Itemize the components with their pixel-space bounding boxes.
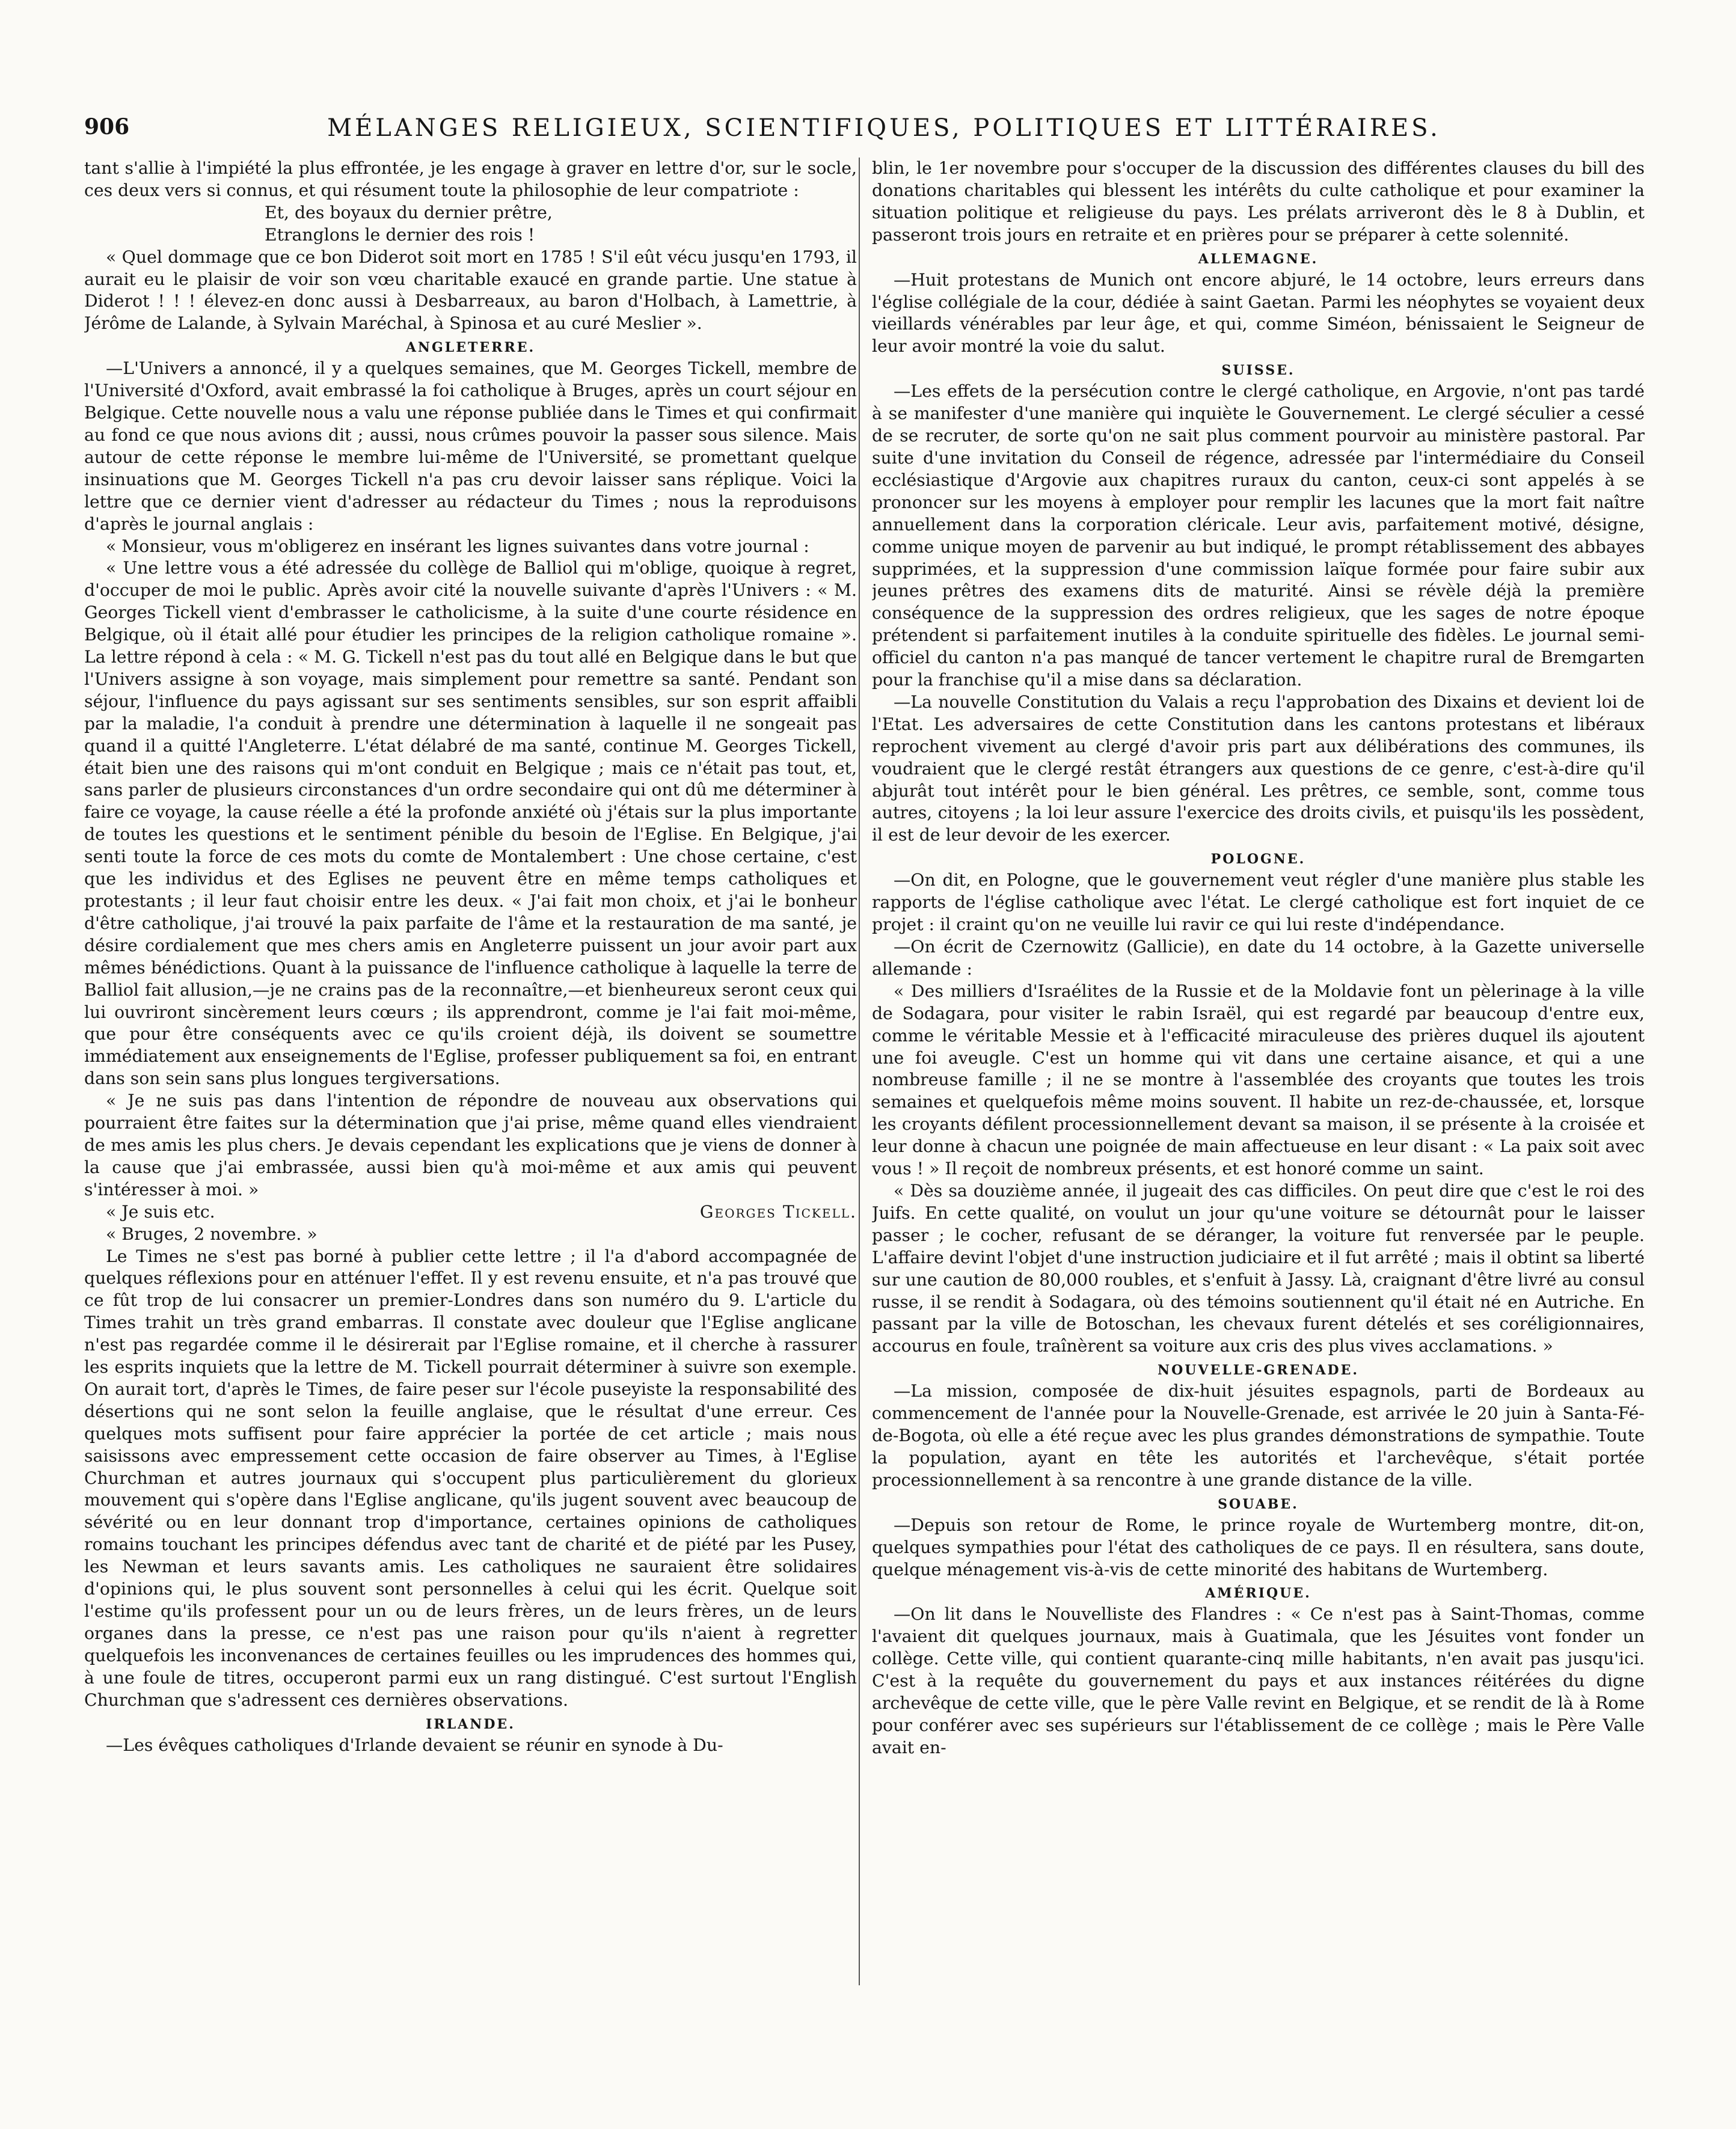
paragraph: —Huit protestans de Munich ont encore abjuré, le 14 octobre, leurs erreurs dans l'église collégiale de la cour, dédiée à saint Gaetan. Parmi les néophytes se voyaient deux vieillards vénérables par leur âge, et qui, comme Siméon, bénissaient le Seigneur de leur avoir montré la voie du salut. — [872, 269, 1645, 357]
paragraph: —La nouvelle Constitution du Valais a reçu l'approbation des Dixains et devient loi de l'Etat. Les adversaires de cette Constitution dans les cantons protestans et libéraux reprochent vivement au clergé d'avoir pris part aux délibérations des communes, ils voudraient que le clergé restât étrangers aux questions de ce genre, c'est-à-dire qu'il abjurât tout intérêt pour le bien général. Les prêtres, ce semble, sont, comme tous autres, citoyens ; la loi leur assure l'exercice des droits civils, et puisqu'ils les possèdent, il est de leur devoir de les exercer. — [872, 691, 1645, 845]
left-column — [84, 158, 857, 2009]
paragraph: —L'Univers a annoncé, il y a quelques semaines, que M. Georges Tickell, membre de l'Université d'Oxford, avait embrassé la foi catholique à Bruges, après un court séjour en Belgique. Cette nouvelle nous a valu une réponse publiée dans le Times et qui confirmait au fond ce que nous avions dit ; aussi, nous crûmes pouvoir la passer sous silence. Mais autour de cette réponse le membre lui-même de l'Université, se promettant quelque insinuations que M. Georges Tickell n'a pas cru devoir laisser sans réplique. Voici la lettre que ce dernier vient d'adresser au rédacteur du Times ; nous la reproduisons d'après le journal anglais : — [84, 358, 857, 534]
section-heading-angleterre: ANGLETERRE. — [405, 340, 536, 356]
paragraph: —Les effets de la persécution contre le clergé catholique, en Argovie, n'ont pas tardé à se manifester d'une manière qui inquiète le Gouvernement. Le clergé séculier a cessé de se recruter, de sorte qu'on ne sait plus comment pourvoir au ministère pastoral. Par suite d'une invitation du Conseil de régence, adressée par l'intermédiaire du Conseil ecclésiastique d'Argovie aux chapitres ruraux du canton, ceux-ci sont appelés à se prononcer sur les moyens à employer pour remplir les lacunes que la mort fait naître annuellement dans la corporation cléricale. Leur avis, parfaitement motivé, désigne, comme unique moyen de parvenir au but indiqué, le prompt rétablissement des abbayes supprimées, et la suppression d'une commission laïque formée pour faire subir aux jeunes prêtres des examens dits de maturité. Ainsi se révèle déjà la première conséquence de la suppression des ordres religieux, que les sages de notre époque prétendent si parfaitement inutiles à la conduite spirituelle des fidèles. Le journal semi-officiel du canton n'a pas manqué de tancer vertement le chapitre rural de Bremgarten pour la franchise qu'il a mise dans sa déclaration. — [872, 381, 1645, 690]
paragraph: « Dès sa douzième année, il jugeait des cas difficiles. On peut dire que c'est le roi des Juifs. En cette qualité, on voulut un jour qu'une voiture se détournât pour le laisser passer ; le cocher, refusant de se déranger, la voiture fut renversée par le peuple. L'affaire devint l'objet d'une instruction judiciaire et il fut arrêté ; mais il obtint sa liberté sur une caution de 80,000 roubles, et s'enfuit à Jassy. Là, craignant d'être livré au consul russe, il se rendit à Sodagara, où des témoins soutiennent qu'il était né en Autriche. En passant par la ville de Botoschan, les chevaux furent dételés et ses coréligionnaires, accourus en foule, traînèrent sa voiture aux cris des plus vives acclamations. » — [872, 1180, 1645, 1356]
paragraph: tant s'allie à l'impiété la plus effrontée, je les engage à graver en lettre d'or, sur le socle, ces deux vers si connus, et qui résument toute la philosophie de leur compatriote : — [84, 158, 857, 200]
paragraph: « Une lettre vous a été adressée du collège de Balliol qui m'oblige, quoique à regret, d'occuper de moi le public. Après avoir cité la nouvelle suivante d'après l'Univers : « M. Georges Tickell vient d'embrasser le catholicisme, à la suite d'une courte résidence en Belgique, où il était allé pour étudier les principes de la religion catholique romaine ». La lettre répond à cela : « M. G. Tickell n'est pas du tout allé en Belgique dans le but que l'Univers assigne à son voyage, mais simplement pour remettre sa santé. Pendant son séjour, l'influence du pays agissant sur ses sentiments sensibles, sur son esprit affaibli par la maladie, l'a conduit à prendre une détermination à laquelle il ne songeait pas quand il a quitté l'Angleterre. L'état délabré de ma santé, continue M. Georges Tickell, était bien une des raisons qui m'ont conduit en Belgique ; mais ce n'était pas tout, et, sans parler de plusieurs circonstances d'un ordre secondaire qui ont dû me déterminer à faire ce voyage, la cause réelle a été la profonde anxiété où j'étais sur la plus importante de toutes les questions et le sentiment pénible du besoin de l'Eglise. En Belgique, j'ai senti toute la force de ces mots du comte de Montalembert : Une chose certaine, c'est que les individus et des Eglises ne peuvent être en même temps catholiques et protestants ; il leur faut choisir entre les deux. « J'ai fait mon choix, et j'ai le bonheur d'être catholique, j'ai trouvé la paix parfaite de l'âme et la restauration de ma santé, je désire cordialement que mes chers amis en Angleterre puissent un jour avoir part aux mêmes bénédictions. Quant à la puissance de l'influence catholique à laquelle la terre de Balliol fait allusion,—je ne crains pas de la reconnaître,—et bienheureux seront ceux qui lui ouvriront sincèrement leurs cœurs ; ils apprendront, comme je l'ai fait moi-même, que pour être conséquents avec ce qu'ils croient déjà, ils doivent se soumettre immédiatement aux enseignements de l'Eglise, professer publiquement sa foi, en entrant dans son sein sans plus longues tergiversations. — [84, 558, 857, 1089]
section-heading-pologne: POLOGNE. — [1210, 851, 1306, 868]
section-heading-amerique: AMÉRIQUE. — [1205, 1585, 1311, 1602]
right-column — [872, 158, 1645, 2009]
page-number: 906 — [84, 114, 130, 139]
signature-line — [84, 1201, 857, 1224]
page-header — [84, 114, 1684, 156]
paragraph: —On écrit de Czernowitz (Gallicie), en date du 14 octobre, à la Gazette universelle allemande : — [872, 937, 1645, 979]
paragraph: —On lit dans le Nouvelliste des Flandres : « Ce n'est pas à Saint-Thomas, comme l'avaient dit quelques journaux, mais à Guatimala, que les Jésuites vont fonder un collège. Cette ville, qui contient quarante-cinq mille habitants, n'en avait pas jusqu'ici. C'est à la requête du gouvernement du pays et aux instances réitérées du digne archevêque de cette ville, que le père Valle revint en Belgique, et se rendit de là à Rome pour conférer avec ses supérieurs sur l'établissement de ce collège ; mais le Père Valle avait en- — [872, 1604, 1645, 1757]
paragraph: « Quel dommage que ce bon Diderot soit mort en 1785 ! S'il eût vécu jusqu'en 1793, il aurait eu le plaisir de voir son vœu charitable exaucé en grande partie. Une statue à Diderot ! ! ! élevez-en donc aussi à Desbarreaux, au baron d'Holbach, à Lamettrie, à Jérôme de Lalande, à Sylvain Maréchal, à Spinosa et au curé Meslier ». — [84, 247, 857, 334]
section-heading-nouvelle-grenade: NOUVELLE-GRENADE. — [1157, 1362, 1360, 1379]
section-heading-allemagne: ALLEMAGNE. — [1198, 251, 1319, 267]
paragraph: —La mission, composée de dix-huit jésuites espagnols, parti de Bordeaux au commencement de l'année pour la Nouvelle-Grenade, est arrivée le 20 juin à Santa-Fé-de-Bogota, où elle a été reçue avec les plus grandes démonstrations de sympathie. Toute la population, ayant en tête les autorités et l'archevêque, s'était portée processionnellement à sa rencontre à une grande distance de la ville. — [872, 1381, 1645, 1490]
paragraph: Le Times ne s'est pas borné à publier cette lettre ; il l'a d'abord accompagnée de quelques réflexions pour en atténuer l'effet. Il y est revenu ensuite, et n'a pas trouvé que ce fût trop de lui consacrer un premier-Londres dans son numéro du 9. L'article du Times trahit un très grand embarras. Il constate avec douleur que l'Eglise anglicane n'est pas regardée comme il le désirerait par l'Eglise romaine, et il cherche à rassurer les esprits inquiets que la lettre de M. Tickell pourrait déterminer à suivre son exemple. On aurait tort, d'après le Times, de faire peser sur l'école puseyiste la responsabilité des désertions qui ne sont selon la feuille anglaise, que le résultat d'une erreur. Ces quelques mots suffisent pour faire apprécier la portée de cet article ; mais nous saisissons avec empressement cette occasion de faire observer au Times, à l'Eglise Churchman et autres journaux qui s'occupent plus particulièrement du glorieux mouvement qui s'opère dans l'Eglise anglicane, qu'ils jugent souvent avec beaucoup de sévérité ou en leur donnant trop d'importance, certaines opinions de catholiques romains touchant les principes défendus avec tant de charité et de piété par les Pusey, les Newman et leurs savants amis. Les catholiques ne sauraient être solidaires d'opinions qui, le plus souvent sont personnelles à celui qui les écrit. Quelque soit l'estime qu'ils professent pour un ou de leurs frères, un de leurs frères, un de leurs organes dans la presse, ce n'est pas une raison pour qu'ils n'aient à regretter quelquefois les inconvenances de certaines feuilles ou les imprudences des hommes qui, à une foule de titres, occuperont parmi eux un rang distingué. C'est surtout l'English Churchman que s'adressent ces dernières observations. — [84, 1246, 857, 1710]
verse-line: Et, des boyaux du dernier prêtre, — [265, 202, 553, 222]
section-heading-souabe: SOUABE. — [1218, 1496, 1299, 1512]
paragraph: —Depuis son retour de Rome, le prince royale de Wurtemberg montre, dit-on, quelques sympathies pour l'état des catholiques de ce pays. Il en résultera, sans doute, quelque ménagement vis-à-vis de cette minorité des habitans de Wurtemberg. — [872, 1515, 1645, 1579]
paragraph: « Monsieur, vous m'obligerez en insérant les lignes suivantes dans votre journal : — [106, 536, 809, 556]
running-title: MÉLANGES RELIGIEUX, SCIENTIFIQUES, POLITIQUES ET LITTÉRAIRES. — [327, 114, 1441, 142]
paragraph: « Je ne suis pas dans l'intention de répondre de nouveau aux observations qui pourraient être faites sur la détermination que j'ai prise, même quand elles viendraient de mes amis les plus chers. Je devais cependant les explications que je viens de donner à la cause que j'ai embrassée, aussi bien qu'à moi-même et aux amis qui peuvent s'intéresser à moi. » — [84, 1091, 857, 1199]
signature-salutation: « Je suis etc. — [106, 1201, 215, 1222]
verse-line: Etranglons le dernier des rois ! — [265, 224, 535, 245]
signature-date: « Bruges, 2 novembre. » — [106, 1224, 317, 1244]
paragraph: —On dit, en Pologne, que le gouvernement veut régler d'une manière plus stable les rapports de l'église catholique avec l'état. Le clergé catholique est fort inquiet de ce projet : il craint qu'on ne veuille lui ravir ce qui lui reste d'indépendance. — [872, 870, 1645, 935]
signature-name: Georges Tickell. — [699, 1201, 857, 1222]
section-heading-irlande: IRLANDE. — [426, 1716, 515, 1732]
paragraph: blin, le 1er novembre pour s'occuper de la discussion des différentes clauses du bill des donations charitables qui blessent les intérêts du culte catholique et pour examiner la situation politique et religieuse du pays. Les prélats arriveront dès le 8 à Dublin, et passeront trois jours en retraite et en prières pour se préparer à cette solennité. — [872, 158, 1645, 245]
paragraph: « Des milliers d'Israélites de la Russie et de la Moldavie font un pèlerinage à la ville de Sodagara, pour visiter le rabin Israël, qui est regardé par beaucoup d'entre eux, comme le véritable Messie et à l'efficacité miraculeuse des prières duquel ils ajoutent une foi aveugle. C'est un homme qui vit dans une certaine aisance, et qui a une nombreuse famille ; il ne se montre à l'assemblée des croyants que toutes les trois semaines et quelquefois même moins souvent. Il habite un rez-de-chaussée, et, lorsque les croyants défilent processionnellement devant sa maison, il se présente à la croisée et leur donne à chacun une poignée de main affectueuse en leur disant : « La paix soit avec vous ! » Il reçoit de nombreux présents, et est honoré comme un saint. — [872, 981, 1645, 1179]
section-heading-suisse: SUISSE. — [1221, 363, 1295, 379]
column-divider — [859, 158, 860, 1985]
paragraph: —Les évêques catholiques d'Irlande devaient se réunir en synode à Du- — [106, 1735, 723, 1755]
